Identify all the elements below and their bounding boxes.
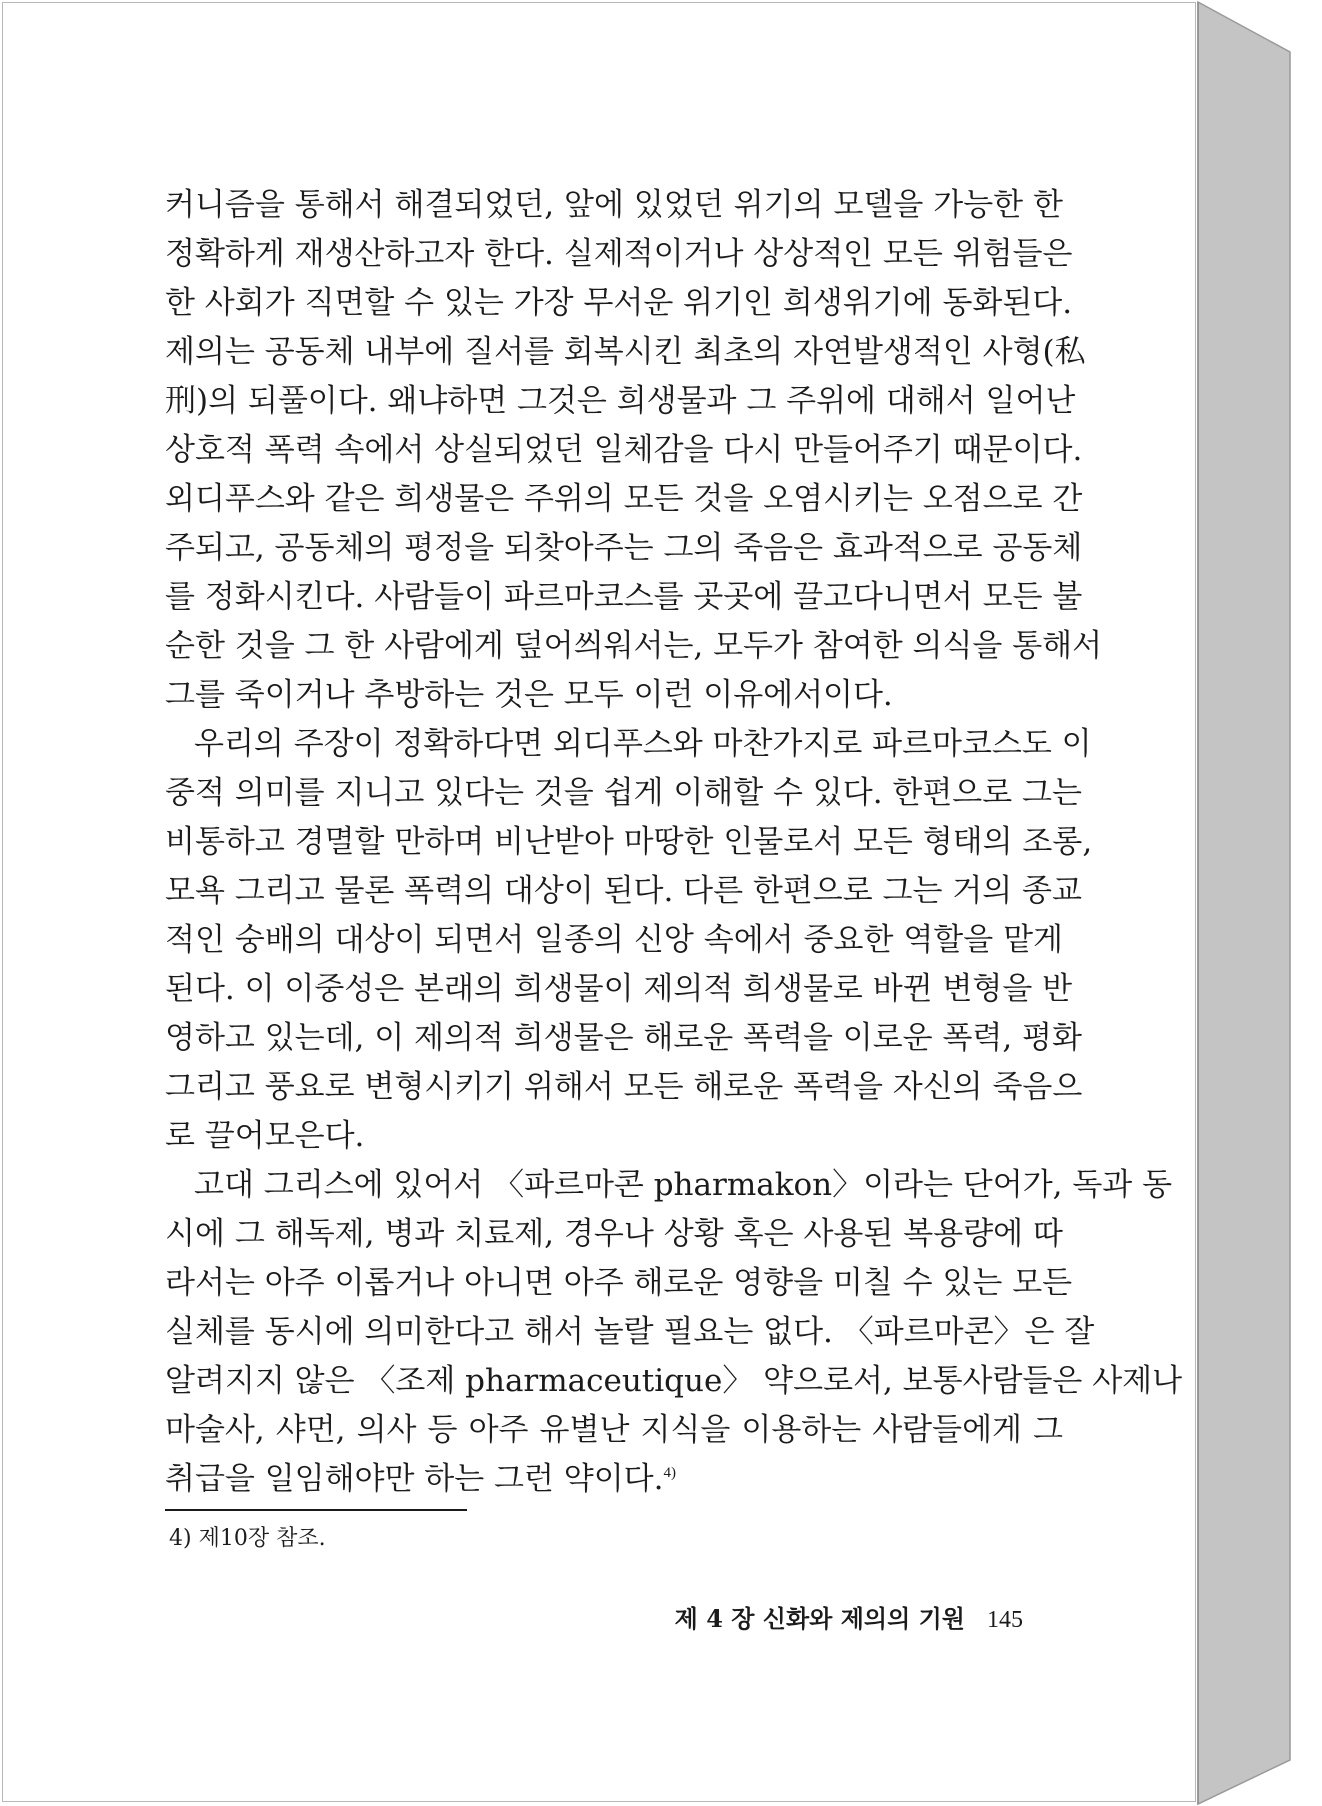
text-line: 주되고, 공동체의 평정을 되찾아주는 그의 죽음은 효과적으로 공동체	[165, 530, 1083, 566]
paragraph-first-line: 우리의 주장이 정확하다면 외디푸스와 마찬가지로 파르마코스도 이	[194, 726, 1092, 762]
text-line: 刑)의 되풀이다. 왜냐하면 그것은 희생물과 그 주위에 대해서 일어난	[165, 383, 1076, 419]
chapter-title: 제 4 장 신화와 제의의 기원	[674, 1604, 965, 1633]
body-text	[165, 181, 1183, 1504]
text-line: 적인 숭배의 대상이 되면서 일종의 신앙 속에서 중요한 역할을 맡게	[165, 922, 1063, 958]
text-line: 를 정화시킨다. 사람들이 파르마코스를 곳곳에 끌고다니면서 모든 불	[165, 579, 1083, 615]
footnote: 4) 제10장 참조.	[169, 1526, 326, 1551]
text-line: 정확하게 재생산하고자 한다. 실제적이거나 상상적인 모든 위험들은	[165, 236, 1073, 272]
page-number: 145	[987, 1607, 1023, 1633]
text-line: 그리고 풍요로 변형시키기 위해서 모든 해로운 폭력을 자신의 죽음으	[165, 1069, 1083, 1105]
text-line: 취급을 일임해야만 하는 그런 약이다.	[165, 1461, 664, 1497]
text-line: 제의는 공동체 내부에 질서를 회복시킨 최초의 자연발생적인 사형(私	[165, 334, 1086, 370]
text-line: 순한 것을 그 한 사람에게 덮어씌워서는, 모두가 참여한 의식을 통해서	[165, 628, 1103, 664]
text-line: 영하고 있는데, 이 제의적 희생물은 해로운 폭력을 이로운 폭력, 평화	[165, 1020, 1082, 1056]
text-line: 커니즘을 통해서 해결되었던, 앞에 있었던 위기의 모델을 가능한 한	[165, 187, 1063, 223]
text-line: 한 사회가 직면할 수 있는 가장 무서운 위기인 희생위기에 동화된다.	[165, 285, 1073, 321]
text-line: 실체를 동시에 의미한다고 해서 놀랄 필요는 없다. 〈파르마콘〉은 잘	[165, 1314, 1095, 1350]
text-line: 라서는 아주 이롭거나 아니면 아주 해로운 영향을 미칠 수 있는 모든	[165, 1265, 1073, 1301]
text-line: 외디푸스와 같은 희생물은 주위의 모든 것을 오염시키는 오점으로 간	[165, 481, 1083, 517]
text-line: 된다. 이 이중성은 본래의 희생물이 제의적 희생물로 바뀐 변형을 반	[165, 971, 1073, 1007]
text-line: 중적 의미를 지니고 있다는 것을 쉽게 이해할 수 있다. 한편으로 그는	[165, 775, 1082, 811]
text-line: 알려지지 않은 〈조제 pharmaceutique〉 약으로서, 보통사람들은 사제나	[165, 1363, 1183, 1399]
footnote-rule	[165, 1509, 467, 1511]
footnote-reference[interactable]: 4)	[663, 1465, 676, 1481]
book-page-edge	[1196, 0, 1322, 1806]
text-line: 그를 죽이거나 추방하는 것은 모두 이런 이유에서이다.	[165, 677, 893, 713]
text-line: 상호적 폭력 속에서 상실되었던 일체감을 다시 만들어주기 때문이다.	[165, 432, 1083, 468]
paragraph-first-line: 고대 그리스에 있어서 〈파르마콘 pharmakon〉이라는 단어가, 독과 동	[194, 1167, 1173, 1203]
text-line: 시에 그 해독제, 병과 치료제, 경우나 상황 혹은 사용된 복용량에 따	[165, 1216, 1063, 1252]
text-line: 모욕 그리고 물론 폭력의 대상이 된다. 다른 한편으로 그는 거의 종교	[165, 873, 1082, 909]
book-page	[2, 2, 1196, 1802]
text-line-with-footnote	[165, 1455, 1063, 1504]
text-line: 비통하고 경멸할 만하며 비난받아 마땅한 인물로서 모든 형태의 조롱,	[165, 824, 1093, 860]
text-line: 로 끌어모은다.	[165, 1118, 365, 1154]
running-footer	[675, 1599, 1023, 1634]
page-stack-side	[1198, 2, 1290, 1804]
text-line: 마술사, 샤먼, 의사 등 아주 유별난 지식을 이용하는 사람들에게 그	[165, 1412, 1063, 1448]
